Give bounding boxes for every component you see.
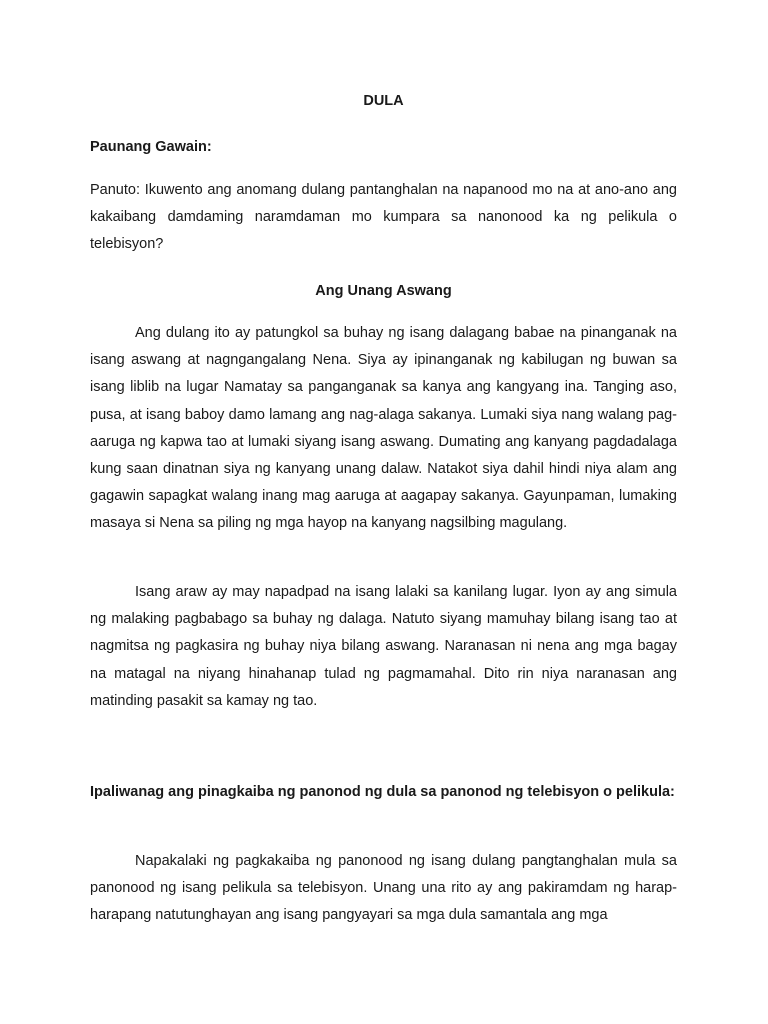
pre-activity-heading: Paunang Gawain: [90, 139, 212, 155]
story-paragraph-2: Isang araw ay may napadpad na isang lalaki sa kanilang lugar. Iyon ay ang simula ng malaking pagbabago sa buhay ng dalaga. Natuto siyang mamuhay bilang isang tao at nagmitsa ng pagkasira ng buhay niya bilang aswang. Naranasan ni nena ang mga bagay na matagal na niyang hinahanap tulad ng pagmamahal. Dito rin niya naranasan ang matinding pasakit sa kamay ng tao. [90, 584, 677, 709]
question-heading: Ipaliwanag ang pinagkaiba ng panonod ng dula sa panonod ng telebisyon o pelikula: [90, 784, 675, 800]
story-paragraph-1: Ang dulang ito ay patungkol sa buhay ng isang dalagang babae na pinanganak na isang aswang at nagngangalang Nena. Siya ay ipinanganak ng kabilugan ng buwan sa isang liblib na lugar Namatay sa panganganak sa kanya ang kangyang ina. Tanging aso, pusa, at isang baboy damo lamang ang nag-alaga sakanya. Lumaki siya nang walang pag-aaruga ng kapwa tao at lumaki siyang isang aswang. Dumating ang kanyang pagdadalaga kung saan dinatnan siya ng kanyang unang dalaw. Natakot siya dahil hindi niya alam ang gagawin sapagkat walang inang mag aaruga at aagapay sakanya. Gayunpaman, lumaking masaya si Nena sa piling ng mga hayop na kanyang nagsilbing magulang. [90, 325, 677, 532]
answer-paragraph: Napakalaki ng pagkakaiba ng panonood ng isang dulang pangtanghalan mula sa panonood ng isang pelikula sa telebisyon. Unang una rito ay ang pakiramdam ng harap-harapang natutunghayan ang isang pangyayari sa mga dula samantala ang mga [90, 853, 677, 924]
instruction-paragraph: Panuto: Ikuwento ang anomang dulang pantanghalan na napanood mo na at ano-ano ang kakaibang damdaming naramdaman mo kumpara sa nanonood ka ng pelikula o telebisyon? [90, 182, 677, 253]
document-title: DULA [363, 93, 404, 109]
story-title: Ang Unang Aswang [315, 283, 452, 299]
